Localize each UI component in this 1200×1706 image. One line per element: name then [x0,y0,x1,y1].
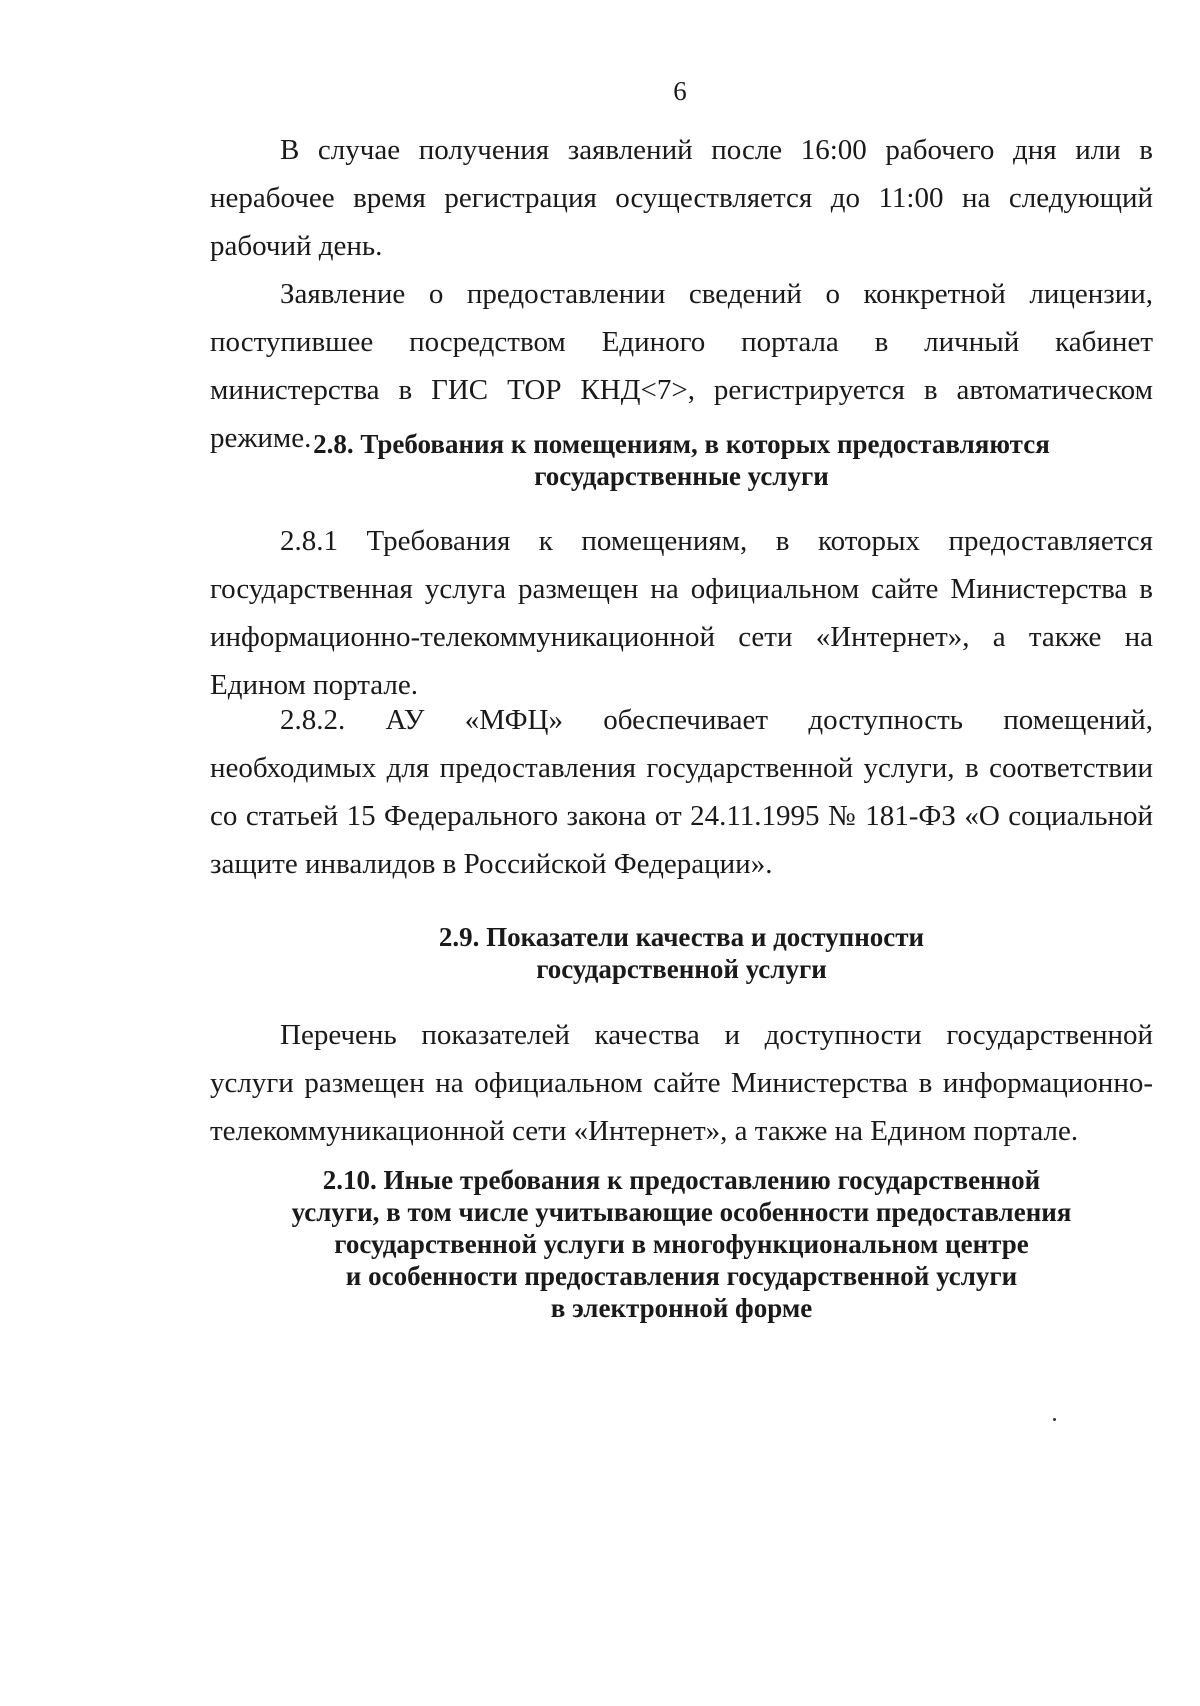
section-heading-2-10-line-2: услуги, в том числе учитывающие особенности предоставления [291,1197,1072,1227]
section-heading-2-10-line-1: 2.10. Иные требования к предоставлению государственной [322,1165,1041,1195]
section-heading-2-10 [210,1164,1153,1324]
page-number: 6 [673,76,687,106]
paragraph-2-8-1: 2.8.1 Требования к помещениям, в которых предоставляется государственная услуга размещен на официальном сайте Министерства в информационно-телекоммуникационной сети «Интернет», а также на Едином портале. [210,525,1153,701]
section-heading-2-9 [210,921,1153,985]
paragraph-2-8-2: 2.8.2. АУ «МФЦ» обеспечивает доступность помещений, необходимых для предоставления государственной услуги, в соответствии со статьей 15 Федерального закона от 24.11.1995 № 181-ФЗ «О социальной защите инвалидов в Российской Федерации». [210,704,1153,880]
section-heading-2-8 [210,428,1153,492]
section-heading-2-10-line-5: в электронной форме [550,1293,813,1323]
paragraph-application-portal: Заявление о предоставлении сведений о конкретной лицензии, поступившее посредством Единого портала в личный кабинет министерства в ГИС ТОР КНД<7>, регистрируется в автоматическом режиме. [210,278,1153,454]
section-heading-2-9-line-1: 2.9. Показатели качества и доступности [438,922,925,952]
scan-artifact-dot [1053,1418,1056,1421]
section-heading-2-8-line-2: государственные услуги [534,461,829,491]
section-heading-2-10-line-3: государственной услуги в многофункциональном центре [334,1229,1029,1259]
paragraph-registration-time: В случае получения заявлений после 16:00 рабочего дня или в нерабочее время регистрация осуществляется до 11:00 на следующий рабочий день. [210,134,1153,262]
section-heading-2-9-line-2: государственной услуги [536,954,827,984]
paragraph-quality-indicators: Перечень показателей качества и доступности государственной услуги размещен на официальном сайте Министерства в информационно-телекоммуникационной сети «Интернет», а также на Едином портале. [210,1019,1153,1147]
section-heading-2-8-line-1: 2.8. Требования к помещениям, в которых предоставляются [313,429,1050,459]
section-heading-2-10-line-4: и особенности предоставления государственной услуги [345,1261,1018,1291]
